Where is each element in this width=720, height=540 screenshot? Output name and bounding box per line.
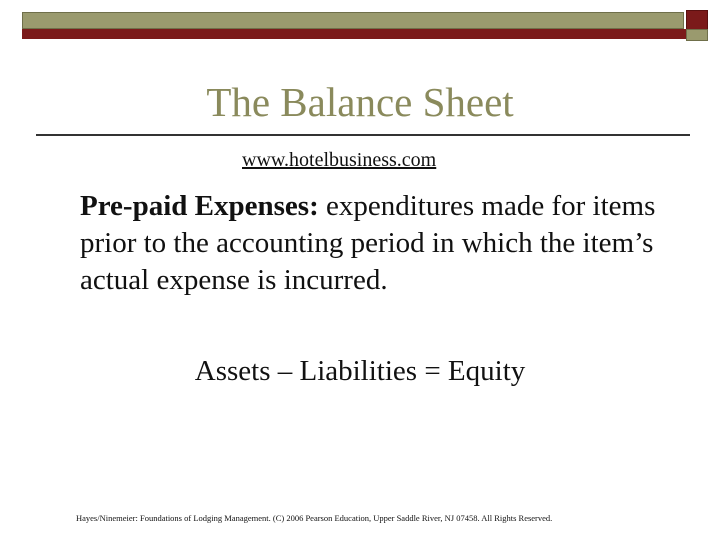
- copyright-footer: Hayes/Ninemeier: Foundations of Lodging Management. (C) 2006 Pearson Education, Upper Saddle River, NJ 07458. All Rights Reserved.: [76, 513, 553, 523]
- definition-paragraph: [80, 188, 680, 299]
- slide-title: [0, 78, 720, 126]
- header-maroon-bar: [22, 29, 708, 39]
- corner-square-top: [686, 10, 708, 30]
- source-link[interactable]: www.hotelbusiness.com: [242, 149, 437, 171]
- definition-term: Pre-paid Expenses:: [80, 190, 319, 222]
- slide-title-text: The Balance Sheet: [206, 79, 514, 125]
- header-olive-bar: [22, 12, 684, 29]
- corner-square-bottom: [686, 29, 708, 41]
- definition-text: expenditures made for items prior to the accounting period in which the item’s actual expense is incurred.: [80, 190, 656, 296]
- accounting-equation: Assets – Liabilities = Equity: [194, 355, 526, 387]
- title-divider: [36, 134, 690, 136]
